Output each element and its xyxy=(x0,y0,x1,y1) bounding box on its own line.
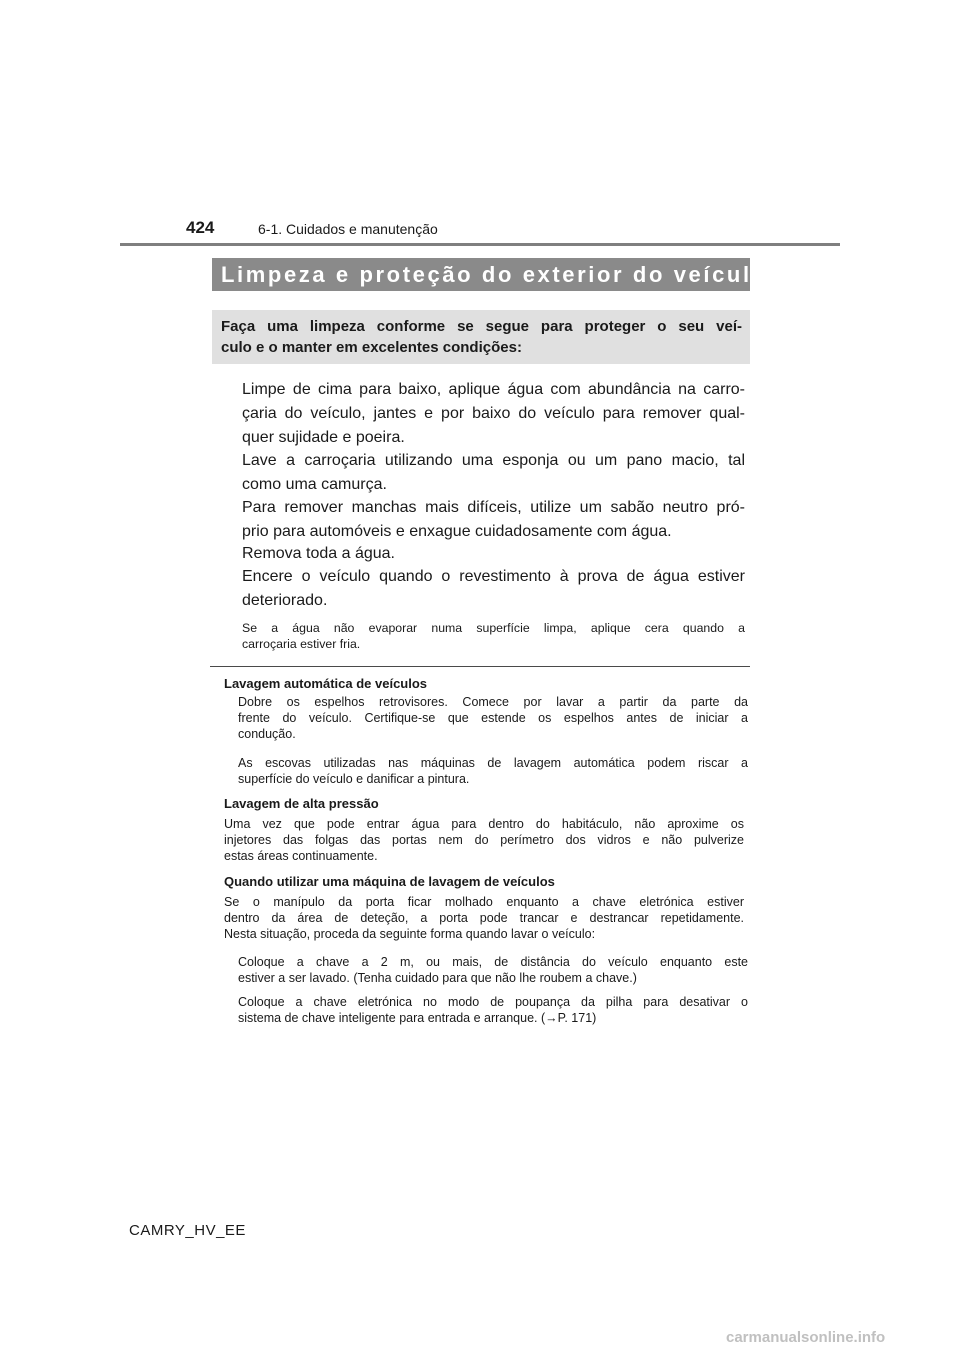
note-line: carroçaria estiver fria. xyxy=(242,637,361,651)
auto-wash-paragraph-1 xyxy=(238,694,748,742)
text-line: condução. xyxy=(238,727,296,741)
step-line: Lave a carroçaria utilizando uma esponja ou um pano macio, tal xyxy=(242,452,745,469)
text-line: sistema de chave inteligente para entrada e arranque. (→P. 171) xyxy=(238,1011,597,1025)
car-wash-paragraph-3 xyxy=(238,994,748,1026)
watermark: carmanualsonline.info xyxy=(726,1329,886,1346)
step-line: deteriorado. xyxy=(242,592,328,609)
text-line: superfície do veículo e danificar a pintura. xyxy=(238,772,470,786)
car-wash-paragraph-1 xyxy=(224,894,744,942)
intro-box xyxy=(212,310,750,364)
step-4 xyxy=(242,542,745,566)
car-wash-heading: Quando utilizar uma máquina de lavagem de veículos xyxy=(224,874,555,889)
step-line: Encere o veículo quando o revestimento à prova de água estiver xyxy=(242,568,745,585)
page-number: 424 xyxy=(186,218,215,237)
step-line: Limpe de cima para baixo, aplique água com abundância na carro- xyxy=(242,381,745,398)
note-line: Se a água não evaporar numa superfície limpa, aplique cera quando a xyxy=(242,621,745,635)
step-3 xyxy=(242,496,745,544)
text-line: injetores das folgas das portas nem do perímetro dos vidros e não pulverize xyxy=(224,833,744,847)
step-line: Remova toda a água. xyxy=(242,545,395,562)
step-line: como uma camurça. xyxy=(242,476,387,493)
section-label: 6-1. Cuidados e manutenção xyxy=(258,221,438,237)
step-1 xyxy=(242,378,745,450)
text-line: Dobre os espelhos retrovisores. Comece por lavar a partir da parte da xyxy=(238,695,748,709)
step-note xyxy=(242,620,745,652)
header-divider xyxy=(120,243,840,246)
high-pressure-paragraph xyxy=(224,816,744,864)
text-line: Nesta situação, proceda da seguinte forma quando lavar o veículo: xyxy=(224,927,596,941)
text-line: Coloque a chave a 2 m, ou mais, de distância do veículo enquanto este xyxy=(238,955,748,969)
high-pressure-heading: Lavagem de alta pressão xyxy=(224,796,379,811)
text-line: frente do veículo. Certifique-se que estende os espelhos antes de iniciar a xyxy=(238,711,748,725)
text-line: dentro da área de deteção, a porta pode trancar e destrancar repetidamente. xyxy=(224,911,744,925)
intro-line: Faça uma limpeza conforme se segue para proteger o seu veí- xyxy=(221,318,742,335)
auto-wash-paragraph-2 xyxy=(238,755,748,787)
intro-line: culo e o manter em excelentes condições: xyxy=(221,339,522,356)
step-line: quer sujidade e poeira. xyxy=(242,429,405,446)
step-5 xyxy=(242,565,745,613)
step-line: prio para automóveis e enxague cuidadosamente com água. xyxy=(242,523,672,540)
step-2 xyxy=(242,449,745,497)
text-line: Se o manípulo da porta ficar molhado enquanto a chave eletrónica estiver xyxy=(224,895,744,909)
section-divider xyxy=(210,666,750,667)
page-title: Limpeza e proteção do exterior do veículo xyxy=(212,258,750,291)
step-line: Para remover manchas mais difíceis, utilize um sabão neutro pró- xyxy=(242,499,745,516)
text-line: estas áreas continuamente. xyxy=(224,849,378,863)
text-line: Coloque a chave eletrónica no modo de poupança da pilha para desativar o xyxy=(238,995,748,1009)
car-wash-paragraph-2 xyxy=(238,954,748,986)
text-line: As escovas utilizadas nas máquinas de lavagem automática podem riscar a xyxy=(238,756,748,770)
text-line: estiver a ser lavado. (Tenha cuidado para que não lhe roubem a chave.) xyxy=(238,971,637,985)
footer-model-code: CAMRY_HV_EE xyxy=(129,1222,246,1239)
step-line: çaria do veículo, jantes e por baixo do veículo para remover qual- xyxy=(242,405,745,422)
auto-wash-heading: Lavagem automática de veículos xyxy=(224,676,428,691)
text-line: Uma vez que pode entrar água para dentro do habitáculo, não aproxime os xyxy=(224,817,744,831)
